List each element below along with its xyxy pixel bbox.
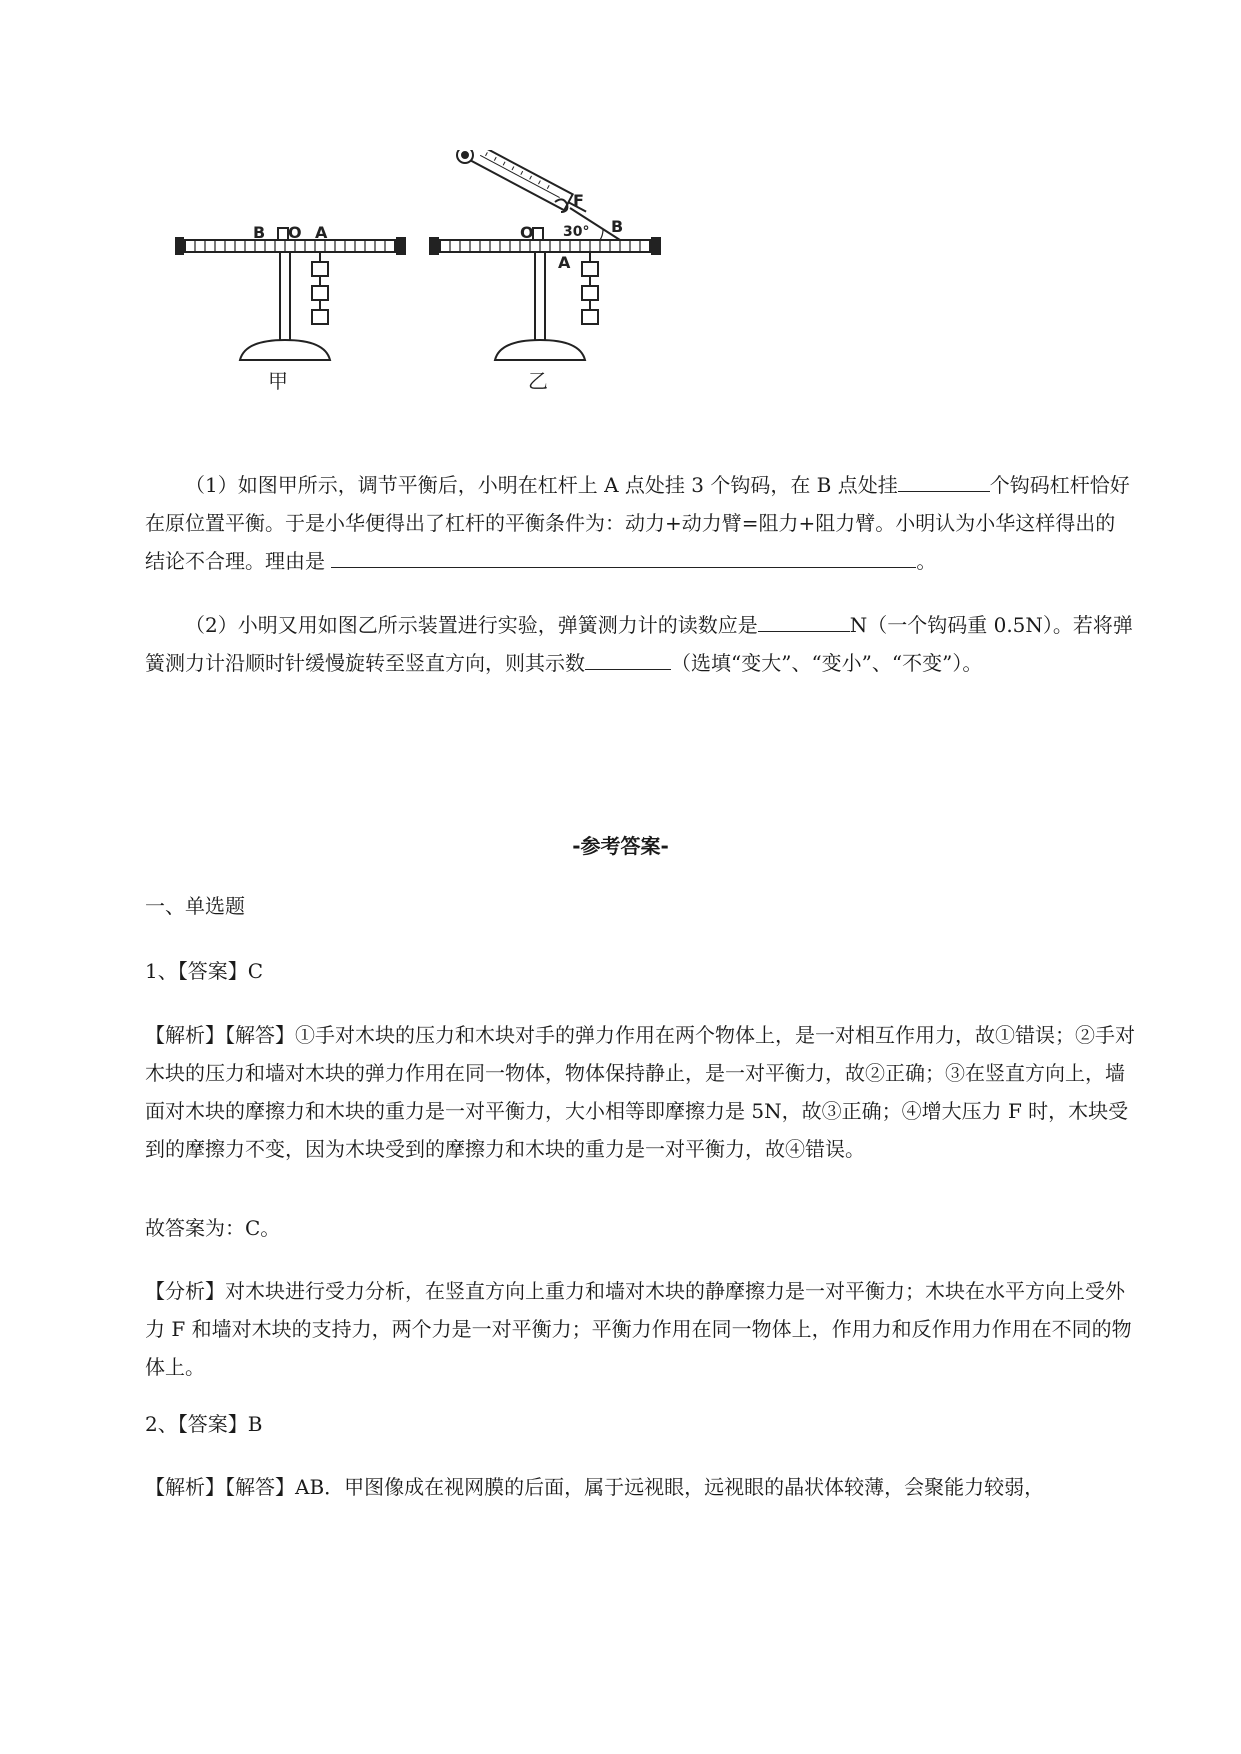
q1-text-3: 。 xyxy=(916,549,937,573)
answer-1-title: 1、【答案】C xyxy=(145,959,264,983)
answer-1-conclusion: 故答案为：C。 xyxy=(145,1216,281,1240)
point-label-O-right: O xyxy=(520,223,534,242)
force-label-F: F xyxy=(573,191,584,210)
question-2 xyxy=(145,606,1135,682)
point-label-B-right: B xyxy=(611,217,624,236)
figure-label-right: 乙 xyxy=(528,369,548,393)
q1-text-2: 个钩码杠杆恰好在原位置平衡。于是小华便得出了杠杆的平衡条件为：动力+动力臂=阻力+阻力臂。小明认为小华这样得出的结论不合理。理由是 xyxy=(145,473,1130,573)
lever-figure xyxy=(175,150,755,440)
answer-2-analysis: 【解析】【解答】AB．甲图像成在视网膜的后面，属于远视眼，远视眼的晶状体较薄，会聚能力较弱， xyxy=(145,1475,1045,1499)
q1-blank-1[interactable] xyxy=(898,469,990,492)
lever-left xyxy=(175,228,405,360)
figure-label-left: 甲 xyxy=(268,369,288,393)
section-title: 一、单选题 xyxy=(145,894,245,918)
lever-right xyxy=(430,150,660,360)
lever-diagram xyxy=(175,150,755,440)
q2-text-3: （选填“变大”、“变小”、“不变”）。 xyxy=(671,651,983,675)
answer-1-analysis: 【解析】【解答】①手对木块的压力和木块对手的弹力作用在两个物体上，是一对相互作用力，故①错误；②手对木块的压力和墙对木块的弹力作用在同一物体，物体保持静止，是一对平衡力，故②正确；③在竖直方向上，墙面对木块的摩擦力和木块的重力是一对平衡力，大小相等即摩擦力是 5N，故③正确；④增大压力 F 时，木块受到的摩擦力不变，因为木块受到的摩擦力和木块的重力是一对平衡力，故④错误。 xyxy=(145,1023,1135,1161)
answer-2-title: 2、【答案】B xyxy=(145,1412,263,1436)
q1-text-1: （1）如图甲所示，调节平衡后，小明在杠杆上 A 点处挂 3 个钩码，在 B 点处挂 xyxy=(185,473,898,497)
answer-1-fenxi: 【分析】对木块进行受力分析，在竖直方向上重力和墙对木块的静摩擦力是一对平衡力；木块在水平方向上受外力 F 和墙对木块的支持力，两个力是一对平衡力；平衡力作用在同一物体上，作用力和反作用力作用在不同的物体上。 xyxy=(145,1279,1132,1379)
q2-blank-2[interactable] xyxy=(585,647,671,670)
point-label-B-left: B xyxy=(253,223,266,242)
point-label-A-left: A xyxy=(315,223,328,242)
q2-text-2: N（一个钩码重 0.5N）。若将弹簧测力计沿顺时针缓慢旋转至竖直方向，则其示数 xyxy=(145,613,1133,675)
question-1 xyxy=(145,466,1135,580)
answer-heading: -参考答案- xyxy=(572,834,669,858)
point-label-O-left: O xyxy=(288,223,302,242)
point-label-A-right: A xyxy=(558,253,571,272)
q1-blank-2[interactable] xyxy=(331,545,916,568)
q2-blank-1[interactable] xyxy=(758,609,850,632)
angle-label: 30° xyxy=(563,224,590,240)
q2-text-1: （2）小明又用如图乙所示装置进行实验，弹簧测力计的读数应是 xyxy=(185,613,758,637)
